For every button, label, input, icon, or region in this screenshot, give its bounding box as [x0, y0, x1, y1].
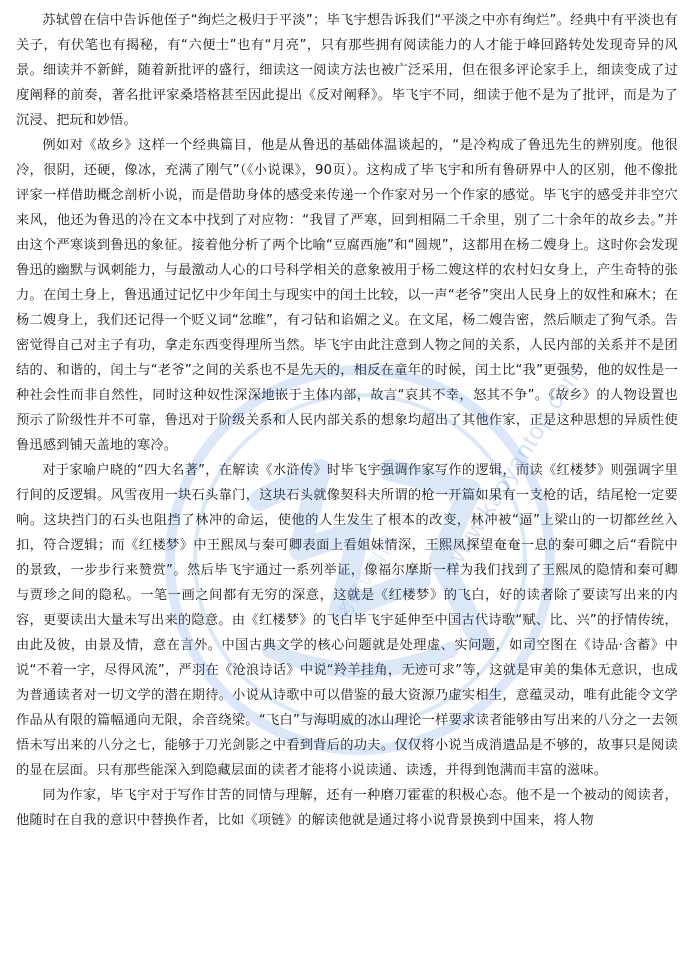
paragraph-1: 苏轼曾在信中告诉他侄子“绚烂之极归于平淡”；毕飞宇想告诉我们“平淡之中亦有绚烂”。经典中有平淡也有关子，有伏笔也有揭秘，有“六便士”也有“月亮”，只有那些拥有阅读能力的人才能于峰回路转处发现奇异的风景。细读并不新鲜，随着新批评的盛行，细读这一阅读方法也被广泛采用，但在很多评论家手上，细读变成了过度阐释的前奏，著名批评家桑塔格甚至因此提出《反对阐释》。毕飞宇不同，细读于他不是为了批评，而是为了沉浸、把玩和妙悟。: [16, 13, 678, 128]
paragraph-3: 对于家喻户晓的“四大名著”，在解读《水浒传》时毕飞宇强调作家写作的逻辑，而读《红楼梦》则强调字里行间的反逻辑。风雪夜用一块石头靠门，这块石头就像契科夫所谓的枪一开篇如果有一支枪的话，结尾枪一定要响。这块挡门的石头也阻挡了林冲的命运，使他的人生发生了根本的改变，林冲被“逼”上梁山的一切都丝丝入扣，符合逻辑；而《红楼梦》中王熙凤与秦可卿表面上看姐妹情深，王熙凤探望奄奄一息的秦可卿之后“看院中的景致，一步步行来赞赏”。然后毕飞宇通过一系列举证，像福尔摩斯一样为我们找到了王熙凤的隐情和秦可卿与贾珍之间的隐私。一笔一画之间都有无穷的深意，这就是《红楼梦》的飞白，好的读者除了要读写出来的内容，更要读出大量未写出来的隐意。由《红楼梦》的飞白毕飞宇延伸至中国古代诗歌“赋、比、兴”的抒情传统，由此及彼，由景及情，意在言外。中国古典文学的核心问题就是处理虚、实问题，如司空图在《诗品·含蓄》中说“不着一字，尽得风流”，严羽在《沧浪诗话》中说“羚羊挂角，无迹可求”等，这就是审美的集体无意识，也成为普通读者对一切文学的潜在期待。小说从诗歌中可以借鉴的最大资源乃虚实相生，意蕴灵动，唯有此能令文学作品从有限的篇幅通向无限，余音绕梁。“飞白”与海明威的冰山理论一样要求读者能够由写出来的八分之一去领悟未写出来的八分之七，能够于刀光剑影之中看到背后的功夫。仅仅将小说当成消遣品是不够的，故事只是阅读的显在层面。只有那些能深入到隐藏层面的读者才能将小说读通、读透，并得到饱满而丰富的滋味。: [16, 463, 678, 778]
paragraph-2: 例如对《故乡》这样一个经典篇目，他是从鲁迅的基础体温谈起的，“是冷构成了鲁迅先生的辨别度。他很冷，很阴，还硬，像冰，充满了刚气”（《小说课》，90页）。这构成了毕飞宇和所有鲁研界中人的区别，他不像批评家一样借助概念剖析小说，而是借助身体的感受来传递一个作家对另一个作家的感觉。毕飞宇的感受并非空穴来风，他还为鲁迅的冷在文本中找到了对应物：“我冒了严寒，回到相隔二千余里，别了二十余年的故乡去。”并由这个严寒谈到鲁迅的象征。接着他分析了两个比喻“豆腐西施”和“圆规”，这都用在杨二嫂身上。这时你会发现鲁迅的幽默与讽刺能力，与最激动人心的口号科学相关的意象被用于杨二嫂这样的农村妇女身上，产生奇特的张力。在闰土身上，鲁迅通过记忆中少年闰土与现实中的闰土比较，以一声“老爷”突出人民身上的奴性和麻木；在杨二嫂身上，我们还记得一个贬义词“忿睢”，有刁钻和谄媚之义。在文尾，杨二嫂告密，然后顺走了狗气杀。告密觉得自己对主子有功，拿走东西变得理所当然。毕飞宇由此注意到人物之间的关系，人民内部的关系并不是团结的、和谐的，闰土与“老爷”之间的关系也不是先天的，相反在童年的时候，闰土比“我”更强势，他的奴性是一种社会性而非自然性，同时这种奴性深深地嵌于主体内部，故言“哀其不幸，怒其不争”。《故乡》的人物设置也预示了阶级性并不可靠，鲁迅对于阶级关系和人民内部关系的想象均超出了其他作家，正是这种思想的异质性使鲁迅感到铺天盖地的寒冷。: [16, 138, 678, 453]
watermark-url: www.kaoyantop.com: [440, 358, 589, 575]
watermark-site-name: 考研资料网: [333, 531, 401, 623]
paragraph-4: 同为作家，毕飞宇对于写作甘苦的同情与理解，还有一种磨刀霍霍的积极心态。他不是一个被动的阅读者，他随时在自我的意识中替换作者，比如《项链》的解读他就是通过将小说背景换到中国来，将人物: [16, 788, 678, 828]
